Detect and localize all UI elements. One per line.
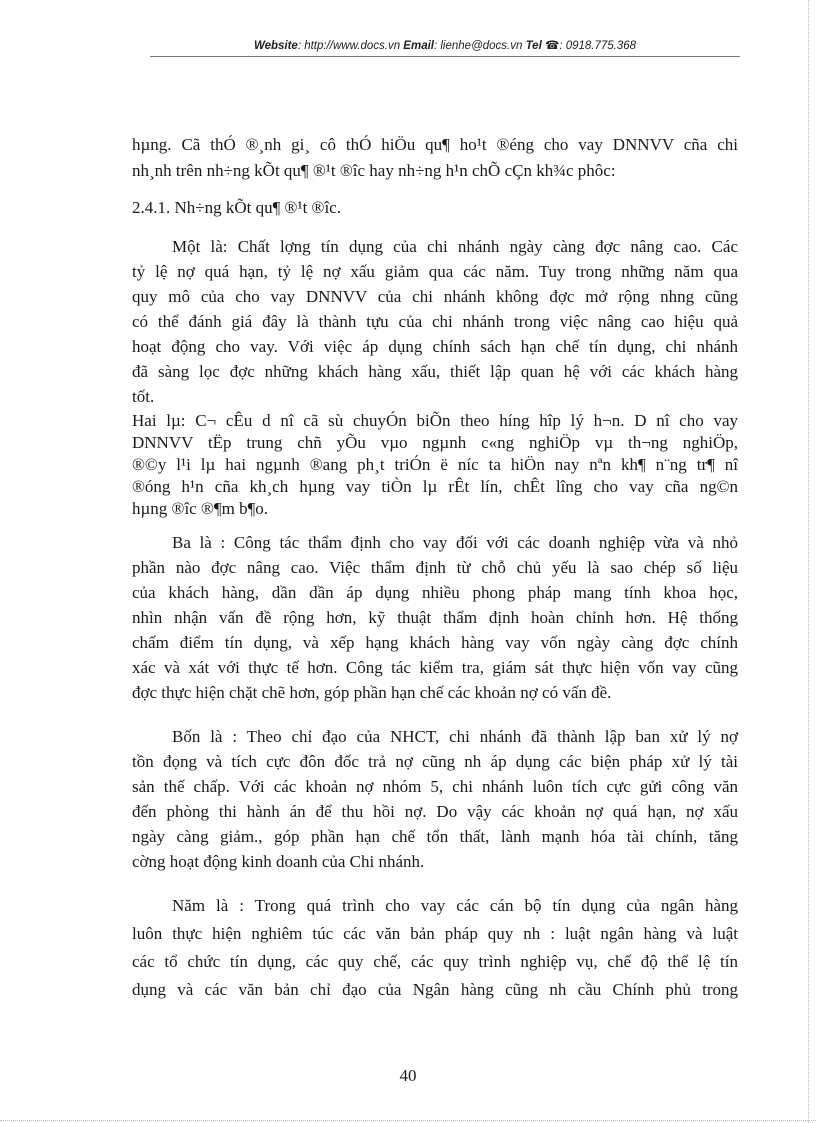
text-line: tỷ lệ nợ quá hạn, tỷ lệ nợ xấu giảm qua các năm. Tuy trong những năm qua xyxy=(132,262,738,281)
text-line: DNNVV tËp trung chñ yÕu vµo ngµnh c«ng nghiÖp vµ th¬ng nghiÖp, xyxy=(132,433,738,452)
website-label: Website xyxy=(253,40,298,52)
email-value: : lienhe@docs.vn xyxy=(433,40,523,52)
tel-value: : 0918.775.368 xyxy=(559,40,637,52)
text-line: Hai lµ: C¬ cÊu d nî cã sù chuyÓn biÕn theo híng hîp lý h¬n. D nî cho vay xyxy=(132,411,738,430)
page-number: 40 xyxy=(399,1066,417,1085)
text-line: các tổ chức tín dụng, các quy chế, các quy trình nghiệp vụ, chế độ thể lệ tín xyxy=(132,952,738,971)
text-line: đợc thực hiện chặt chẽ hơn, góp phần hạn chế các khoản nợ có vấn đề. xyxy=(132,683,612,702)
text-line: ®óng h¹n cña kh¸ch hµng vay tiÒn lµ rÊt lín, chÊt lîng cho vay cña ng©n xyxy=(132,477,738,496)
text-line: sản thế chấp. Với các khoản nợ nhóm 5, chi nhánh luôn tích cực gửi công văn xyxy=(132,777,738,796)
text-line: nh¸nh trên nh÷ng kÕt qu¶ ®¹t ®îc hay nh÷ng h¹n chÕ cÇn kh¾c phôc: xyxy=(132,161,616,180)
text-line: cờng hoạt động kinh doanh của Chi nhánh. xyxy=(132,852,425,871)
text-line: có thể đánh giá đây là thành tựu của chi nhánh trong việc nâng cao hiệu quả xyxy=(132,312,738,331)
page-header xyxy=(150,38,740,52)
paragraph-nam-la xyxy=(132,892,738,1004)
website-value: : http://www.docs.vn xyxy=(297,40,401,52)
text-line: phần nào đợc nâng cao. Việc thẩm định từ chỗ chủ yếu là sao chép số liệu xyxy=(132,558,738,577)
text-line: ngày càng giảm., góp phần hạn chế tổn thất, lành mạnh hóa tài chính, tăng xyxy=(132,827,738,846)
text-line: hµng ®îc ®¶m b¶o. xyxy=(132,499,269,518)
text-line: hoạt động cho vay. Với việc áp dụng chính sách hạn chế tín dụng, chi nhánh xyxy=(132,337,738,356)
tel-label: Tel xyxy=(525,40,542,52)
page-edge-bottom xyxy=(0,1120,816,1121)
page-edge-right xyxy=(808,0,809,1123)
text-line: đến phòng thi hành án để thu hồi nợ. Do vậy các khoản nợ quá hạn, nợ xấu xyxy=(132,802,738,821)
text-line: ®©y l¹i lµ hai ngµnh ®ang ph¸t triÓn ë níc ta hiÖn nay nªn kh¶ n¨ng tr¶ nî xyxy=(132,455,738,474)
text-line: tốt. xyxy=(132,387,155,406)
text-line: chấm điểm tín dụng, và xếp hạng khách hàng vay vốn ngày càng đợc chính xyxy=(132,633,738,652)
phone-icon: ☎ xyxy=(544,40,560,52)
heading-text: 2.4.1. Nh÷ng kÕt qu¶ ®¹t ®îc. xyxy=(132,198,341,217)
text-line: luôn thực hiện nghiêm túc các văn bản pháp quy nh : luật ngân hàng và luật xyxy=(132,924,738,943)
text-line: xác và xát với thực tế hơn. Công tác kiểm tra, giám sát thực hiện vốn vay cũng xyxy=(132,658,738,677)
text-line: tồn đọng và tích cực đôn đốc trả nợ cũng nh áp dụng các biện pháp xử lý tài xyxy=(132,752,738,771)
text-line: Bốn là : Theo chỉ đạo của NHCT, chi nhánh đã thành lập ban xử lý nợ xyxy=(172,727,738,746)
paragraph-mot-la xyxy=(132,234,738,409)
text-line: Ba là : Công tác thẩm định cho vay đối với các doanh nghiệp vừa và nhỏ xyxy=(172,533,738,552)
paragraph-bon-la xyxy=(132,724,738,874)
paragraph-ba-la xyxy=(132,530,738,705)
email-label: Email xyxy=(403,40,434,52)
text-line: nhìn nhận vấn đề rộng hơn, kỹ thuật thẩm định hoàn chỉnh hơn. Hệ thống xyxy=(132,608,738,627)
intro-paragraph xyxy=(132,132,738,184)
text-line: quy mô của cho vay DNNVV của chi nhánh không đợc mở rộng nhng cũng xyxy=(132,287,738,306)
text-line: hµng. Cã thÓ ®¸nh gi¸ cô thÓ hiÖu qu¶ ho¹t ®éng cho vay DNNVV cña chi xyxy=(132,135,738,154)
text-line: Năm là : Trong quá trình cho vay các cán bộ tín dụng của ngân hàng xyxy=(172,896,738,915)
text-line: đã sàng lọc đợc những khách hàng xấu, thiết lập quan hệ với các khách hàng xyxy=(132,362,738,381)
text-line: của khách hàng, dần dần áp dụng nhiều phong pháp mang tính khoa học, xyxy=(132,583,738,602)
header-divider xyxy=(150,56,740,57)
text-line: dụng và các văn bản chỉ đạo của Ngân hàng cũng nh cầu Chính phủ trong xyxy=(132,980,738,999)
text-line: Một là: Chất lợng tín dụng của chi nhánh ngày càng đợc nâng cao. Các xyxy=(172,237,738,256)
section-heading xyxy=(132,196,738,220)
paragraph-hai-la xyxy=(132,410,738,520)
